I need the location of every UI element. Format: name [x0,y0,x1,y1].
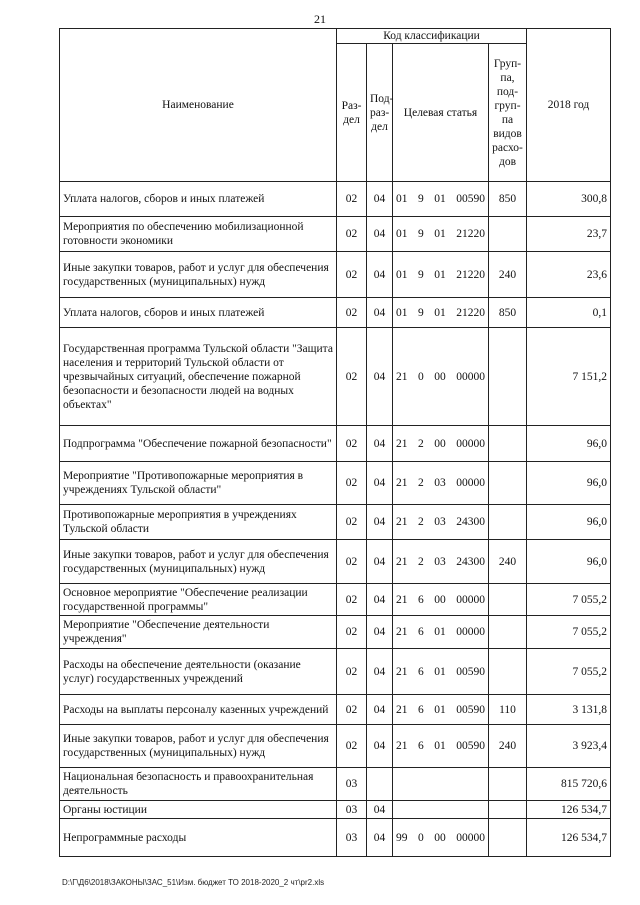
target-code-part: 99 [396,831,408,844]
table-row [60,505,611,540]
row-name: Иные закупки товаров, работ и услуг для обеспечения государственных (муниципальных) нужд [60,252,337,298]
target-code-part: 21 [396,555,408,568]
target-code-parts [396,703,485,717]
target-code-part: 21 [396,593,408,606]
target-code-parts [396,665,485,679]
target-code-part: 0 [418,831,424,844]
target-code-parts [396,739,485,753]
target-code-part: 0 [418,370,424,383]
target-code-part: 21 [396,740,408,752]
row-amount: 126 534,7 [527,819,611,857]
target-code-parts [396,515,485,529]
row-section: 03 [337,801,367,819]
row-subsection: 04 [367,649,393,695]
target-code-part: 6 [418,703,424,716]
row-group [489,649,527,695]
target-code-part: 00000 [456,477,485,489]
row-name: Органы юстиции [60,801,337,819]
row-subsection: 04 [367,540,393,584]
target-code-part: 00 [434,593,446,606]
target-code-part: 00590 [456,193,485,205]
row-target-code [393,426,489,462]
row-group [489,819,527,857]
target-code-part: 00590 [456,740,485,752]
table-row [60,298,611,328]
row-group [489,768,527,801]
target-code-part: 00000 [456,593,485,606]
target-code-part: 2 [418,477,424,489]
row-amount: 96,0 [527,462,611,505]
row-name: Уплата налогов, сборов и иных платежей [60,182,337,217]
target-code-part: 01 [396,193,408,205]
row-amount: 7 055,2 [527,584,611,616]
row-name: Государственная программа Тульской области "Защита населения и территорий Тульской области от чрезвычайных ситуаций, обеспечение пожарной безопасности и безопасности людей на водных объектах" [60,328,337,426]
row-amount: 126 534,7 [527,801,611,819]
target-code-part: 21 [396,437,408,450]
target-code-part: 00 [434,437,446,450]
table-row [60,217,611,252]
row-section: 02 [337,616,367,649]
row-name: Уплата налогов, сборов и иных платежей [60,298,337,328]
row-amount: 7 151,2 [527,328,611,426]
page-number: 21 [314,12,326,26]
target-code-part: 21 [396,477,408,489]
row-subsection: 04 [367,584,393,616]
row-name: Мероприятие "Обеспечение деятельности учреждения" [60,616,337,649]
target-code-part: 24300 [456,555,485,568]
row-subsection: 04 [367,801,393,819]
target-code-part: 21 [396,516,408,528]
row-group: 240 [489,252,527,298]
target-code-part: 21 [396,703,408,716]
table-row [60,725,611,768]
target-code-part: 00590 [456,665,485,678]
target-code-part: 24300 [456,516,485,528]
row-amount: 7 055,2 [527,649,611,695]
target-code-parts [396,306,485,320]
row-subsection: 04 [367,328,393,426]
target-code-part: 00590 [456,703,485,716]
row-section: 02 [337,328,367,426]
row-subsection: 04 [367,182,393,217]
table-row [60,252,611,298]
table-row [60,426,611,462]
row-target-code [393,801,489,819]
row-section: 02 [337,649,367,695]
row-amount: 3 131,8 [527,695,611,725]
row-section: 02 [337,217,367,252]
row-target-code [393,328,489,426]
row-name: Мероприятие "Противопожарные мероприятия в учреждениях Тульской области" [60,462,337,505]
header-year: 2018 год [527,29,611,182]
row-amount: 23,7 [527,217,611,252]
target-code-part: 01 [434,228,446,240]
target-code-part: 2 [418,516,424,528]
row-section: 02 [337,540,367,584]
row-target-code [393,540,489,584]
row-name: Иные закупки товаров, работ и услуг для обеспечения государственных (муниципальных) нужд [60,540,337,584]
table-row [60,768,611,801]
row-group [489,462,527,505]
table-row [60,584,611,616]
target-code-part: 03 [434,516,446,528]
row-target-code [393,252,489,298]
row-target-code [393,649,489,695]
target-code-part: 01 [434,306,446,319]
row-name: Иные закупки товаров, работ и услуг для обеспечения государственных (муниципальных) нужд [60,725,337,768]
target-code-part: 9 [418,306,424,319]
table-row [60,182,611,217]
target-code-part: 6 [418,740,424,752]
row-subsection [367,768,393,801]
row-subsection: 04 [367,462,393,505]
row-subsection: 04 [367,505,393,540]
row-amount: 23,6 [527,252,611,298]
target-code-parts [396,555,485,569]
target-code-part: 21220 [456,228,485,240]
table-row [60,462,611,505]
header-target: Целевая статья [393,44,489,182]
row-subsection: 04 [367,426,393,462]
row-section: 02 [337,505,367,540]
row-group: 240 [489,725,527,768]
row-section: 02 [337,426,367,462]
header-name: Наименование [60,29,337,182]
row-amount: 96,0 [527,426,611,462]
row-section: 02 [337,695,367,725]
target-code-parts [396,831,485,845]
target-code-part: 6 [418,665,424,678]
row-section: 02 [337,298,367,328]
row-name: Расходы на выплаты персоналу казенных учреждений [60,695,337,725]
target-code-parts [396,593,485,607]
row-amount: 815 720,6 [527,768,611,801]
row-target-code [393,584,489,616]
row-group [489,584,527,616]
row-group [489,801,527,819]
table-row [60,540,611,584]
row-section: 02 [337,462,367,505]
row-group: 240 [489,540,527,584]
table-row [60,328,611,426]
target-code-parts [396,370,485,384]
row-subsection: 04 [367,616,393,649]
row-amount: 3 923,4 [527,725,611,768]
header-group: Груп-па, под-груп-па видов расхо-дов [489,44,527,182]
row-name: Мероприятия по обеспечению мобилизационной готовности экономики [60,217,337,252]
target-code-parts [396,476,485,490]
target-code-part: 00 [434,370,446,383]
row-subsection: 04 [367,725,393,768]
table-row [60,819,611,857]
target-code-part: 21220 [456,306,485,319]
row-name: Национальная безопасность и правоохранительная деятельность [60,768,337,801]
target-code-part: 2 [418,555,424,568]
header-code: Код классификации [337,29,527,44]
table-row [60,616,611,649]
row-subsection: 04 [367,819,393,857]
row-target-code [393,505,489,540]
row-target-code [393,616,489,649]
table-row [60,649,611,695]
target-code-part: 01 [434,268,446,281]
row-group [489,505,527,540]
row-name: Расходы на обеспечение деятельности (оказание услуг) государственных учреждений [60,649,337,695]
row-group: 110 [489,695,527,725]
row-target-code [393,725,489,768]
target-code-part: 01 [434,665,446,678]
row-section: 03 [337,768,367,801]
row-subsection: 04 [367,298,393,328]
row-name: Основное мероприятие "Обеспечение реализации государственной программы" [60,584,337,616]
row-target-code [393,768,489,801]
row-subsection: 04 [367,217,393,252]
row-group [489,426,527,462]
target-code-part: 00 [434,831,446,844]
target-code-part: 00000 [456,437,485,450]
target-code-part: 9 [418,228,424,240]
target-code-parts [396,268,485,282]
target-code-part: 9 [418,268,424,281]
row-amount: 96,0 [527,540,611,584]
row-amount: 7 055,2 [527,616,611,649]
row-amount: 96,0 [527,505,611,540]
row-name: Подпрограмма "Обеспечение пожарной безопасности" [60,426,337,462]
row-group [489,328,527,426]
row-group [489,217,527,252]
target-code-part: 21 [396,370,408,383]
target-code-part: 01 [434,626,446,638]
row-target-code [393,695,489,725]
target-code-parts [396,437,485,451]
row-section: 02 [337,584,367,616]
target-code-parts [396,227,485,241]
target-code-part: 00000 [456,370,485,383]
table-row [60,801,611,819]
row-subsection: 04 [367,695,393,725]
target-code-parts [396,625,485,639]
target-code-part: 00000 [456,626,485,638]
target-code-part: 6 [418,626,424,638]
row-group: 850 [489,182,527,217]
row-amount: 300,8 [527,182,611,217]
row-name: Противопожарные мероприятия в учреждениях Тульской области [60,505,337,540]
header-subsection: Под-раз-дел [367,44,393,182]
row-group: 850 [489,298,527,328]
row-group [489,616,527,649]
file-path-footer: D:\Г\Д6\2018\ЗАКОНЫ\ЗАС_51\Изм. бюджет ТО 2018-2020_2 чт\pr2.xls [62,878,325,887]
target-code-part: 03 [434,555,446,568]
header-section: Раз-дел [337,44,367,182]
target-code-part: 21 [396,626,408,638]
row-target-code [393,462,489,505]
row-target-code [393,298,489,328]
target-code-part: 01 [396,306,408,319]
target-code-part: 6 [418,593,424,606]
row-target-code [393,819,489,857]
row-target-code [393,182,489,217]
target-code-part: 9 [418,193,424,205]
row-section: 02 [337,725,367,768]
target-code-part: 01 [396,268,408,281]
target-code-part: 21220 [456,268,485,281]
target-code-part: 03 [434,477,446,489]
row-section: 02 [337,252,367,298]
target-code-part: 01 [434,703,446,716]
target-code-part: 2 [418,437,424,450]
row-amount: 0,1 [527,298,611,328]
row-subsection: 04 [367,252,393,298]
row-section: 03 [337,819,367,857]
row-section: 02 [337,182,367,217]
table-row [60,695,611,725]
target-code-parts [396,192,485,206]
target-code-part: 21 [396,665,408,678]
target-code-part: 00000 [456,831,485,844]
row-target-code [393,217,489,252]
budget-table [59,28,611,857]
target-code-part: 01 [434,740,446,752]
row-name: Непрограммные расходы [60,819,337,857]
target-code-part: 01 [434,193,446,205]
target-code-part: 01 [396,228,408,240]
